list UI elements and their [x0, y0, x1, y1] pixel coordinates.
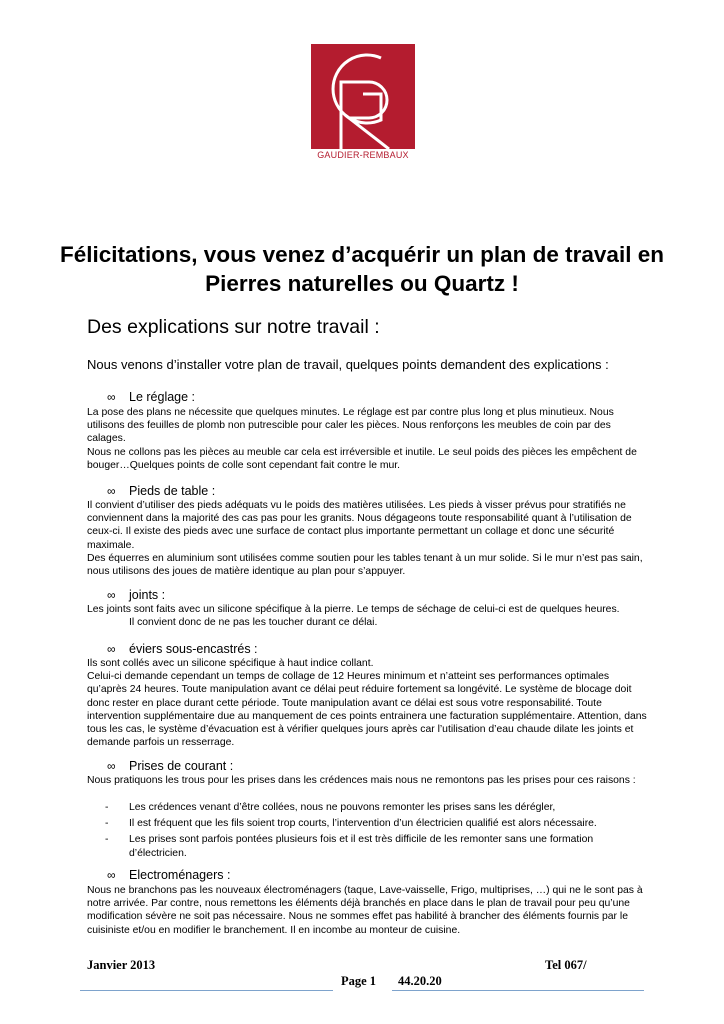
- intro-text: Nous venons d’installer votre plan de travail, quelques points demandent des explications :: [87, 357, 609, 372]
- infinity-bullet-icon: ∞: [107, 642, 116, 656]
- section-heading-prises: ∞ Prises de courant :: [107, 759, 234, 773]
- section-body-reglage: [87, 406, 647, 472]
- prises-list: [105, 801, 635, 863]
- footer-page-number: Page 1: [341, 974, 377, 988]
- footer-tel: Tel 067/: [545, 958, 587, 972]
- section-heading-electro: ∞ Electroménagers :: [107, 868, 231, 882]
- section-heading-joints: ∞ joints :: [107, 588, 166, 602]
- section-body-eviers: [87, 657, 647, 749]
- logo-caption: GAUDIER-REMBAUX: [317, 150, 409, 160]
- company-logo: [311, 44, 415, 149]
- section-heading-pieds: ∞ Pieds de table :: [107, 484, 216, 498]
- list-item: - Il est fréquent que les fils soient trop courts, l’intervention d’un électricien qualifié est alors nécessaire.: [105, 818, 597, 830]
- infinity-bullet-icon: ∞: [107, 484, 116, 498]
- infinity-bullet-icon: ∞: [107, 759, 116, 773]
- subtitle: Des explications sur notre travail :: [87, 316, 380, 338]
- list-item: - Les prises sont parfois pontées plusieurs fois et il est très difficile de les remonter sans une formation d’électricien.: [105, 834, 594, 859]
- section-body-joints: [87, 603, 647, 629]
- section-body-prises: [87, 774, 647, 787]
- paragraph: Les joints sont faits avec un silicone spécifique à la pierre. Le temps de séchage de celui-ci est de quelques heures.Il convient donc de ne pas les toucher durant ce délai.: [87, 604, 620, 629]
- paragraph: Des équerres en aluminium sont utilisées comme soutien pour les tables tenant à un mur solide. Si le mur n’est pas sain, nous utilisons des joues de matière identique au plan pour s’appuyer.: [87, 552, 643, 578]
- section-body-electro: [87, 884, 647, 937]
- paragraph: Ils sont collés avec un silicone spécifique à haut indice collant.: [87, 658, 374, 669]
- paragraph: Nous ne collons pas les pièces au meuble car cela est irréversible et inutile. Le seul poids des pièces les empêchent de bouger…Quelques points de colle sont cependant fait contre le mur.: [87, 446, 637, 471]
- gr-monogram-icon: [311, 44, 415, 149]
- section-heading-eviers: ∞ éviers sous-encastrés :: [107, 642, 258, 656]
- paragraph: Nous pratiquons les trous pour les prises dans les crédences mais nous ne remontons pas les prises pour ces raisons :: [87, 775, 636, 786]
- list-item: - Les crédences venant d’être collées, nous ne pouvons remonter les prises sans les dérégler,: [105, 802, 556, 813]
- infinity-bullet-icon: ∞: [107, 390, 116, 404]
- paragraph: La pose des plans ne nécessite que quelques minutes. Le réglage est par contre plus long et plus minutieux. Nous utilisons des feuilles de plomb non putrescible pour caler les pièces. Nous renforçons les meubles de coin par des calages.: [87, 407, 614, 445]
- paragraph: Nous ne branchons pas les nouveaux électroménagers (taque, Lave-vaisselle, Frigo, multiprises, …) qui ne le sont pas à notre arrivée. Par contre, nous remettons les éléments déjà branchés en place dans le plan de travail pour peu qu’une modification sévère ne soit pas nécessaire. Nous ne sommes effet pas habilité à brancher des éléments fournis par le cuisiniste et/ou en modifier le branchement. Il en incombe au monteur de cuisine.: [87, 885, 643, 936]
- infinity-bullet-icon: ∞: [107, 588, 116, 602]
- footer-divider-right: [392, 990, 644, 991]
- dash-bullet-icon: -: [105, 818, 109, 830]
- section-body-pieds: [87, 499, 647, 578]
- footer-phone-suffix: 44.20.20: [398, 974, 442, 988]
- page-title: Félicitations, vous venez d’acquérir un plan de travail en Pierres naturelles ou Quartz !: [60, 242, 664, 296]
- dash-bullet-icon: -: [105, 802, 109, 813]
- footer-divider-left: [80, 990, 333, 991]
- infinity-bullet-icon: ∞: [107, 868, 116, 882]
- paragraph: Celui-ci demande cependant un temps de collage de 12 Heures minimum et n’atteint ses performances optimales qu’après 24 heures. Toute manipulation avant ce délai peut réduire fortement sa longévité. Le système de blocage doit donc rester en place durant cette période. Toute manipulation avant ce délai est sous votre responsabilité. Toute intervention supplémentaire due au manquement de ces points entrainera une facturation supplémentaire. Attention, dans tous les cas, le système d’évacuation est à vérifier quelques jours après car l’utilisation d’eau chaude dilate les joints et demande parfois un resserrage.: [87, 671, 647, 749]
- paragraph: Il convient d’utiliser des pieds adéquats vu le poids des matières utilisées. Les pieds à visser prévus pour stratifiés ne conviennent dans la majorité des cas pas pour les granits. Nous dégageons toute responsabilité quant à l’utilisation de ceux-ci. Il existe des pieds avec une surface de contact plus importante permettant un collage et donc une sécurité maximale.: [87, 500, 632, 551]
- dash-bullet-icon: -: [105, 834, 109, 846]
- section-heading-reglage: ∞ Le réglage :: [107, 390, 196, 404]
- footer-date: Janvier 2013: [87, 958, 156, 972]
